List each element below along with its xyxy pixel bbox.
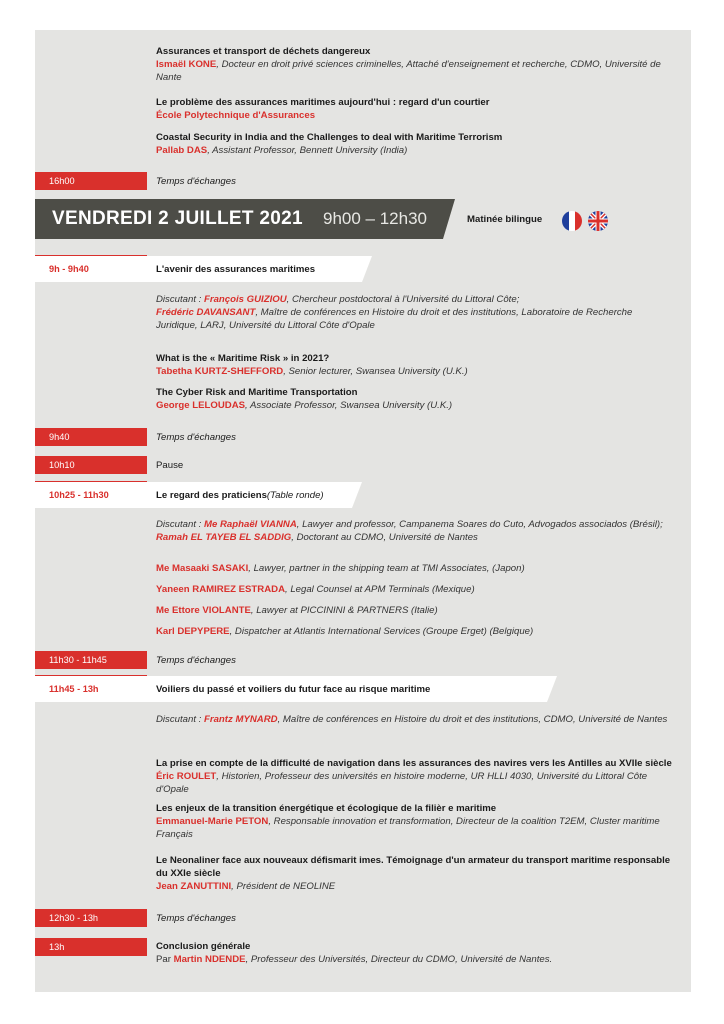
discussant-block xyxy=(156,518,676,544)
speaker-name: Pallab DAS xyxy=(156,145,208,156)
panelist xyxy=(156,625,676,638)
bilingual-label: Matinée bilingue xyxy=(467,213,543,225)
speaker-name: George LELOUDAS xyxy=(156,400,246,411)
time-badge: 11h30 - 11h45 xyxy=(35,651,147,669)
conclusion-desc: , Professeur des Universités, Directeur du CDMO, Université de Nantes. xyxy=(245,954,553,965)
speaker-desc: , Responsable innovation et transformation, Directeur de la coalition T2EM, Cluster maritime Français xyxy=(156,816,660,840)
talk-block xyxy=(156,757,676,796)
conclusion-block xyxy=(156,940,676,966)
talk-title: Coastal Security in India and the Challenges to deal with Maritime Terrorism xyxy=(156,132,503,143)
speaker-desc: , Président de NEOLINE xyxy=(231,881,336,892)
panelist-desc: , Dispatcher at Atlantis International Services (Groupe Erget) (Belgique) xyxy=(229,626,534,637)
talk-title: The Cyber Risk and Maritime Transportation xyxy=(156,387,358,398)
discussant-name: François GUIZIOU xyxy=(204,294,287,305)
panelist xyxy=(156,562,676,575)
talk-block xyxy=(156,96,676,122)
discussant-name: Ramah EL TAYEB EL SADDIG xyxy=(156,532,292,543)
speaker-desc: , Historien, Professeur des universités en histoire moderne, UR HLLI 4030, Université du Littoral Côte d'Opale xyxy=(156,771,648,795)
session-subtitle: (Table ronde) xyxy=(266,489,324,501)
uk-flag-icon xyxy=(588,211,608,231)
session-title: L'avenir des assurances maritimes xyxy=(156,263,316,275)
speaker-desc: , Docteur en droit privé sciences criminelles, Attaché d'enseignement et recherche, CDMO, Université de Nante xyxy=(156,59,661,83)
talk-block xyxy=(156,386,676,412)
panelist-name: Me Ettore VIOLANTE xyxy=(156,605,251,616)
talk-block xyxy=(156,802,676,841)
talk-title: Le problème des assurances maritimes aujourd'hui : regard d'un courtier xyxy=(156,97,490,108)
panelist xyxy=(156,604,676,617)
panelist-name: Me Masaaki SASAKI xyxy=(156,563,249,574)
session-title-wrap xyxy=(156,482,324,508)
talk-title: Le Neonaliner face aux nouveaux défismarit imes. Témoignage d'un armateur du transport maritime responsable du XXIe siècle xyxy=(156,855,671,879)
session-title: Voiliers du passé et voiliers du futur face au risque maritime xyxy=(156,683,431,695)
time-badge: 9h40 xyxy=(35,428,147,446)
discussant-name: Frédéric DAVANSANT xyxy=(156,307,256,318)
discussant-desc: , Maître de conférences en Histoire du droit et des institutions, Laboratoire de Recherche Juridique, LARJ, Université du Littoral Côte d'Opale xyxy=(156,307,633,331)
talk-block xyxy=(156,45,676,84)
exchange-label: Temps d'échanges xyxy=(156,431,236,443)
speaker-name: Ismaël KONE xyxy=(156,59,217,70)
talk-title: Assurances et transport de déchets dangereux xyxy=(156,46,371,57)
talk-block xyxy=(156,854,676,893)
discussant-desc: , Maître de conférences en Histoire du droit et des institutions, CDMO, Université de Nantes xyxy=(277,714,668,725)
speaker-desc: , Assistant Professor, Bennett University (India) xyxy=(207,145,408,156)
time-badge: 12h30 - 13h xyxy=(35,909,147,927)
panelist-desc: , Lawyer, partner in the shipping team at TMI Associates, (Japon) xyxy=(248,563,525,574)
panelist-desc: , Lawyer at PICCININI & PARTNERS (Italie) xyxy=(250,605,438,616)
day-hours: 9h00 – 12h30 xyxy=(323,209,427,228)
speaker-name: Jean ZANUTTINI xyxy=(156,881,232,892)
speaker-desc: , Associate Professor, Swansea University (U.K.) xyxy=(245,400,453,411)
speaker-name: Emmanuel-Marie PETON xyxy=(156,816,269,827)
speaker-desc: , Senior lecturer, Swansea University (U.K.) xyxy=(283,366,468,377)
discussant-desc: , Lawyer and professor, Campanema Soares do Cuto, Advogados associados (Brésil); xyxy=(296,519,663,530)
discussant-label: Discutant : xyxy=(156,519,204,530)
france-flag-icon xyxy=(562,211,582,231)
speaker-name: École Polytechnique d'Assurances xyxy=(156,110,316,121)
time-badge: 11h45 - 13h xyxy=(35,676,147,702)
panelist-name: Yaneen RAMIREZ ESTRADA xyxy=(156,584,285,595)
exchange-label: Temps d'échanges xyxy=(156,175,236,187)
discussant-desc: , Doctorant au CDMO, Université de Nantes xyxy=(291,532,478,543)
speaker-name: Éric ROULET xyxy=(156,771,217,782)
discussant-label: Discutant : xyxy=(156,714,204,725)
speaker-name: Tabetha KURTZ-SHEFFORD xyxy=(156,366,284,377)
time-badge: 9h - 9h40 xyxy=(35,256,147,282)
discussant-block xyxy=(156,293,676,332)
talk-title: La prise en compte de la difficulté de navigation dans les assurances des navires vers les Antilles au XVIIe siècle xyxy=(156,758,672,769)
exchange-label: Temps d'échanges xyxy=(156,654,236,666)
panelist-name: Karl DEPYPERE xyxy=(156,626,230,637)
discussant-name: Frantz MYNARD xyxy=(204,714,278,725)
talk-title: Les enjeux de la transition énergétique et écologique de la filièr e maritime xyxy=(156,803,497,814)
conclusion-by: Par xyxy=(156,954,174,965)
conclusion-title: Conclusion générale xyxy=(156,941,251,952)
exchange-label: Temps d'échanges xyxy=(156,912,236,924)
time-badge: 13h xyxy=(35,938,147,956)
pause-label: Pause xyxy=(156,459,184,471)
discussant-name: Me Raphaël VIANNA xyxy=(204,519,297,530)
talk-title: What is the « Maritime Risk » in 2021? xyxy=(156,353,330,364)
conclusion-speaker: Martin NDENDE xyxy=(173,954,246,965)
day-title: VENDREDI 2 JUILLET 2021 xyxy=(52,208,303,229)
discussant-desc: , Chercheur postdoctoral à l'Université du Littoral Côte; xyxy=(286,294,520,305)
talk-block xyxy=(156,131,676,157)
panelist xyxy=(156,583,676,596)
session-title: Le regard des praticiens xyxy=(156,489,267,501)
discussant-label: Discutant : xyxy=(156,294,204,305)
talk-block xyxy=(156,352,676,378)
time-badge: 10h25 - 11h30 xyxy=(35,482,147,508)
time-badge: 10h10 xyxy=(35,456,147,474)
discussant-block xyxy=(156,713,676,726)
time-badge: 16h00 xyxy=(35,172,147,190)
panelist-desc: , Legal Counsel at APM Terminals (Mexique) xyxy=(285,584,475,595)
